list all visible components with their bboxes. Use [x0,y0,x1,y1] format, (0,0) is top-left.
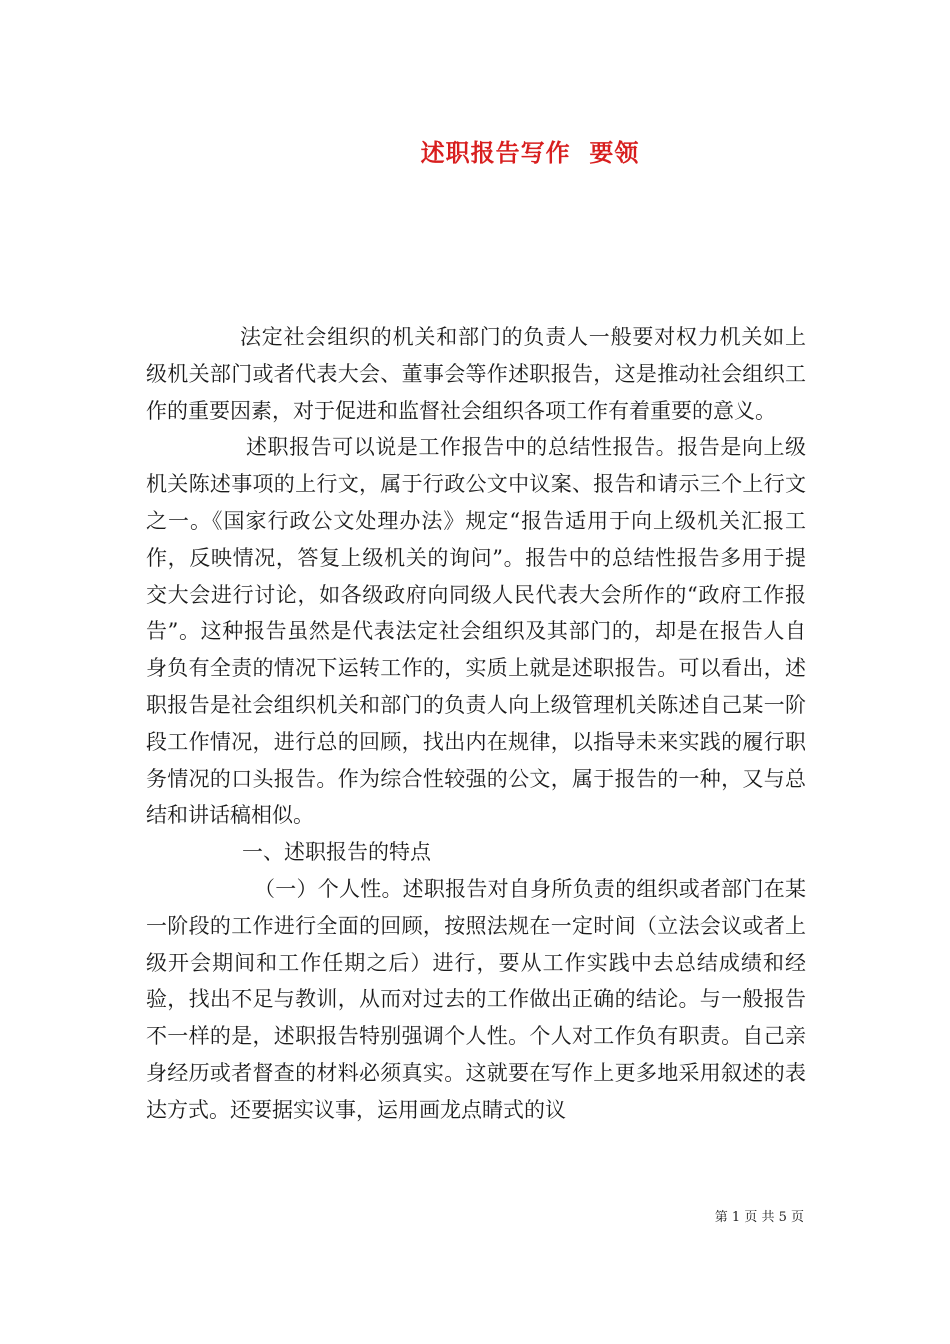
document-title: 述职报告写作 要领 [420,139,640,167]
paragraph-definition: 述职报告可以说是工作报告中的总结性报告。报告是向上级机关陈述事项的上行文，属于行政公文中议案、报告和请示三个上行文之一。《国家行政公文处理办法》规定“报告适用于向上级机关汇报工作，反映情况，答复上级机关的询问”。报告中的总结性报告多用于提交大会进行讨论，如各级政府向同级人民代表大会所作的“政府工作报告”。这种报告虽然是代表法定社会组织及其部门的，却是在报告人自身负有全责的情况下运转工作的，实质上就是述职报告。可以看出，述职报告是社会组织机关和部门的负责人向上级管理机关陈述自己某一阶段工作情况，进行总的回顾，找出内在规律，以指导未来实践的履行职务情况的口头报告。作为综合性较强的公文，属于报告的一种，又与总结和讲话稿相似。 [146,435,806,828]
section-heading: 一、述职报告的特点 [242,840,431,865]
document-body [146,319,806,1129]
paragraph-intro: 法定社会组织的机关和部门的负责人一般要对权力机关如上级机关部门或者代表大会、董事会等作述职报告，这是推动社会组织工作的重要因素，对于促进和监督社会组织各项工作有着重要的意义。 [146,325,806,423]
paragraph-personal: （一）个人性。述职报告对自身所负责的组织或者部门在某一阶段的工作进行全面的回顾，按照法规在一定时间（立法会议或者上级开会期间和工作任期之后）进行，要从工作实践中去总结成绩和经验，找出不足与教训，从而对过去的工作做出正确的结论。与一般报告不一样的是，述职报告特别强调个人性。个人对工作负有职责。自己亲身经历或者督查的材料必须真实。这就要在写作上更多地采用叙述的表达方式。还要据实议事，运用画龙点睛式的议 [146,876,806,1122]
page-number: 第 1 页 共 5 页 [714,1210,804,1225]
